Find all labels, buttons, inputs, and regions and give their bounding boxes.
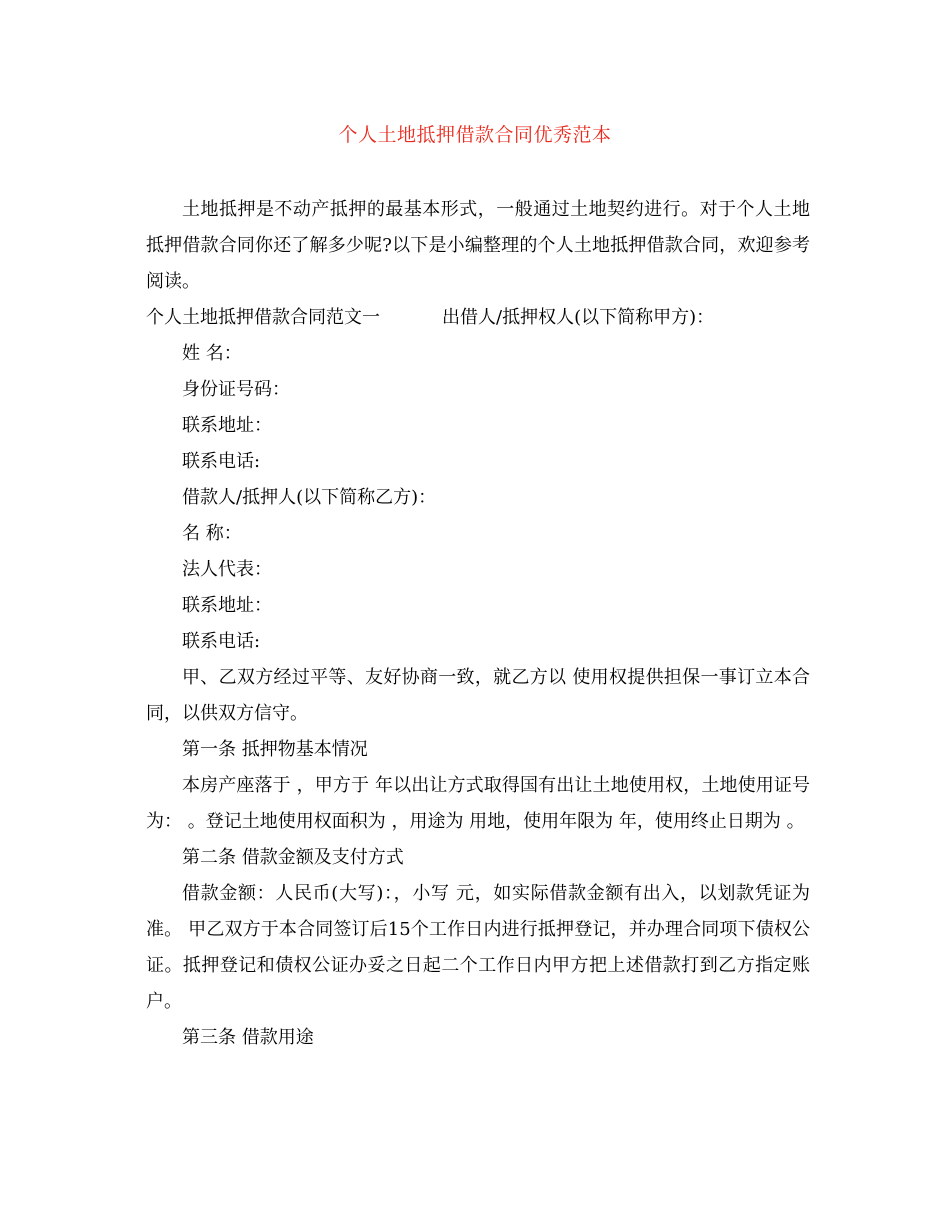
document-body xyxy=(146,192,810,1056)
article1-heading: 第一条 抵押物基本情况 xyxy=(182,739,368,760)
borrower-phone-field: 联系电话: xyxy=(182,631,261,652)
article3-heading: 第三条 借款用途 xyxy=(182,1027,314,1048)
article1-text: 本房产座落于 ，甲方于 年以出让方式取得国有出让土地使用权，土地使用证号为： 。登记土地使用权面积为 ，用途为 用地，使用年限为 年，使用终止日期为 。 xyxy=(146,775,810,832)
document-title: 个人土地抵押借款合同优秀范本 xyxy=(338,124,612,146)
article2-heading: 第二条 借款金额及支付方式 xyxy=(182,847,404,868)
lender-id-field: 身份证号码： xyxy=(182,379,290,400)
agreement-paragraph: 甲、乙双方经过平等、友好协商一致，就乙方以 使用权提供担保一事订立本合同，以供双方信守。 xyxy=(146,667,810,724)
lender-name-field: 姓 名： xyxy=(182,343,242,364)
borrower-address-field: 联系地址： xyxy=(182,595,272,616)
article2-text: 借款金额：人民币(大写)：，小写 元，如实际借款金额有出入，以划款凭证为准。 甲乙双方于本合同签订后15个工作日内进行抵押登记，并办理合同项下债权公证。抵押登记和债权公证办妥之日起二个工作日内甲方把上述借款打到乙方指定账户。 xyxy=(146,883,810,1012)
borrower-name-field: 名 称： xyxy=(182,523,242,544)
lender-heading: 出借人/抵押权人(以下简称甲方)： xyxy=(442,307,715,328)
lender-phone-field: 联系电话: xyxy=(182,451,261,472)
lender-address-field: 联系地址： xyxy=(182,415,272,436)
sample-heading-row xyxy=(146,300,810,336)
borrower-legal-rep-field: 法人代表： xyxy=(182,559,272,580)
sample-heading: 个人土地抵押借款合同范文一 xyxy=(146,307,380,328)
intro-paragraph: 土地抵押是不动产抵押的最基本形式，一般通过土地契约进行。对于个人土地抵押借款合同你还了解多少呢?以下是小编整理的个人土地抵押借款合同，欢迎参考阅读。 xyxy=(146,199,810,292)
borrower-heading: 借款人/抵押人(以下简称乙方)： xyxy=(182,487,437,508)
